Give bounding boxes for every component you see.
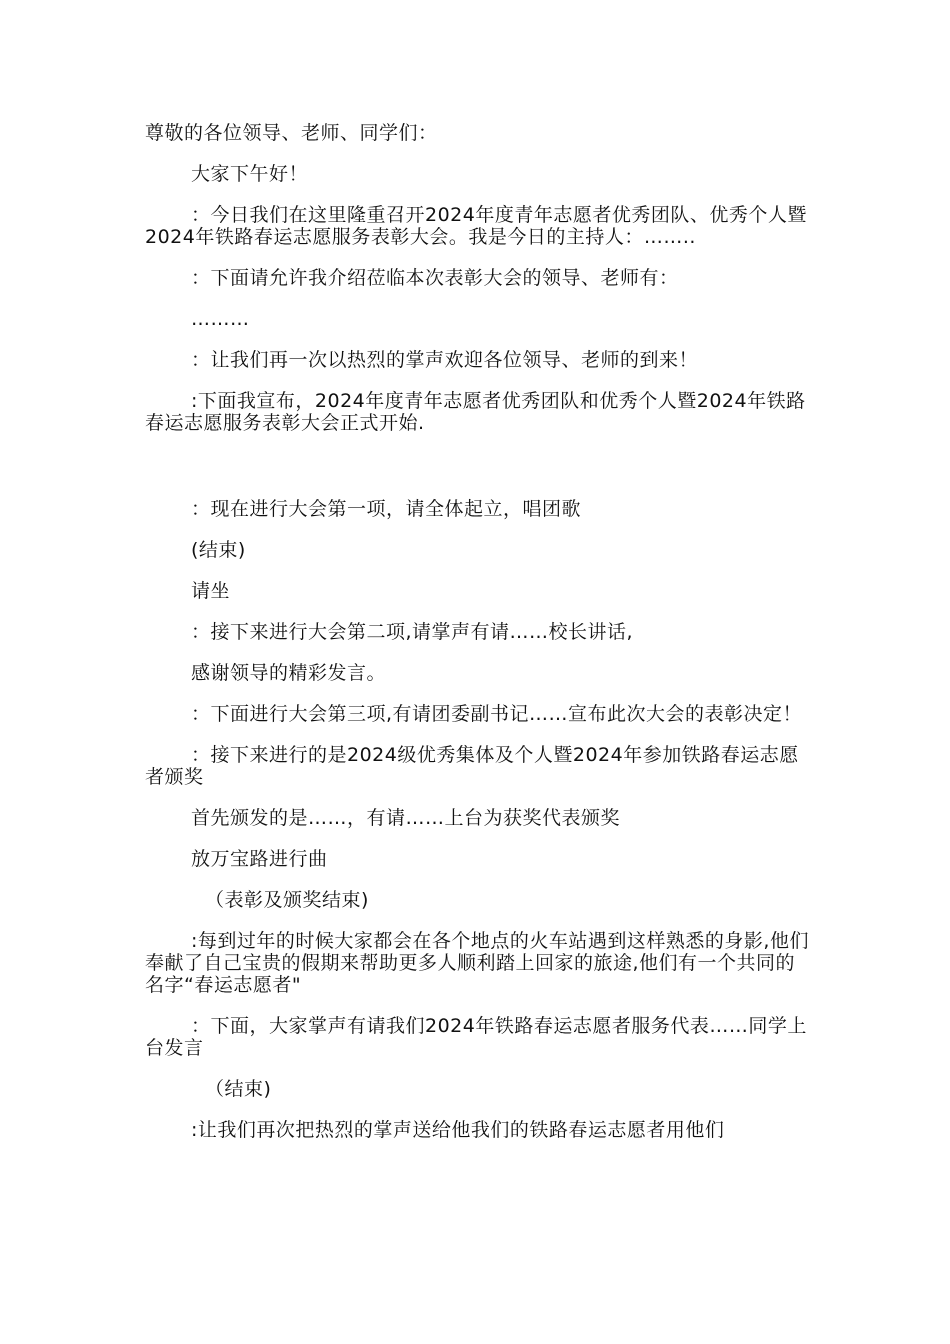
spacer — [145, 453, 810, 498]
document-body — [145, 122, 810, 1160]
thanks-paragraph: 感谢领导的精彩发言。 — [191, 662, 387, 684]
item-one-paragraph: ：现在进行大会第一项，请全体起立，唱团歌 — [191, 498, 582, 520]
volunteers-paragraph: :每到过年的时候大家都会在各个地点的火车站遇到这样熟悉的身影,他们奉献了自己宝贵的假期来帮助更多人顺利踏上回家的旅途,他们有一个共同的名字“春运志愿者" — [145, 930, 809, 996]
applause-paragraph: :让我们再次把热烈的掌声送给他我们的铁路春运志愿者用他们 — [191, 1119, 725, 1141]
awards-paragraph: ：接下来进行的是2024级优秀集体及个人暨2024年参加铁路春运志愿者颁奖 — [145, 744, 799, 788]
end-note-2: （结束) — [205, 1078, 272, 1100]
end-note: (结束) — [191, 539, 246, 561]
music-note: 放万宝路进行曲 — [191, 848, 328, 870]
first-award-paragraph: 首先颁发的是……，有请……上台为获奖代表颁奖 — [191, 807, 621, 829]
leaders-placeholder: ……… — [191, 308, 250, 330]
representative-paragraph: ：下面，大家掌声有请我们2024年铁路春运志愿者服务代表……同学上台发言 — [145, 1015, 807, 1059]
awards-end-note: （表彰及颁奖结束) — [205, 889, 369, 911]
greeting: 大家下午好！ — [191, 163, 309, 185]
opening-paragraph: ：今日我们在这里隆重召开2024年度青年志愿者优秀团队、优秀个人暨2024年铁路春运志愿服务表彰大会。我是今日的主持人：…….. — [145, 204, 807, 248]
announce-start-paragraph: :下面我宣布，2024年度青年志愿者优秀团队和优秀个人暨2024年铁路春运志愿服务表彰大会正式开始. — [145, 390, 806, 434]
please-sit: 请坐 — [191, 580, 231, 602]
item-two-paragraph: ：接下来进行大会第二项,请掌声有请……校长讲话, — [191, 621, 634, 643]
welcome-paragraph: ：让我们再一次以热烈的掌声欢迎各位领导、老师的到来！ — [191, 349, 699, 371]
introduce-leaders-paragraph: ：下面请允许我介绍莅临本次表彰大会的领导、老师有： — [191, 267, 679, 289]
item-three-paragraph: ：下面进行大会第三项,有请团委副书记……宣布此次大会的表彰决定！ — [191, 703, 803, 725]
salutation: 尊敬的各位领导、老师、同学们： — [145, 122, 438, 144]
